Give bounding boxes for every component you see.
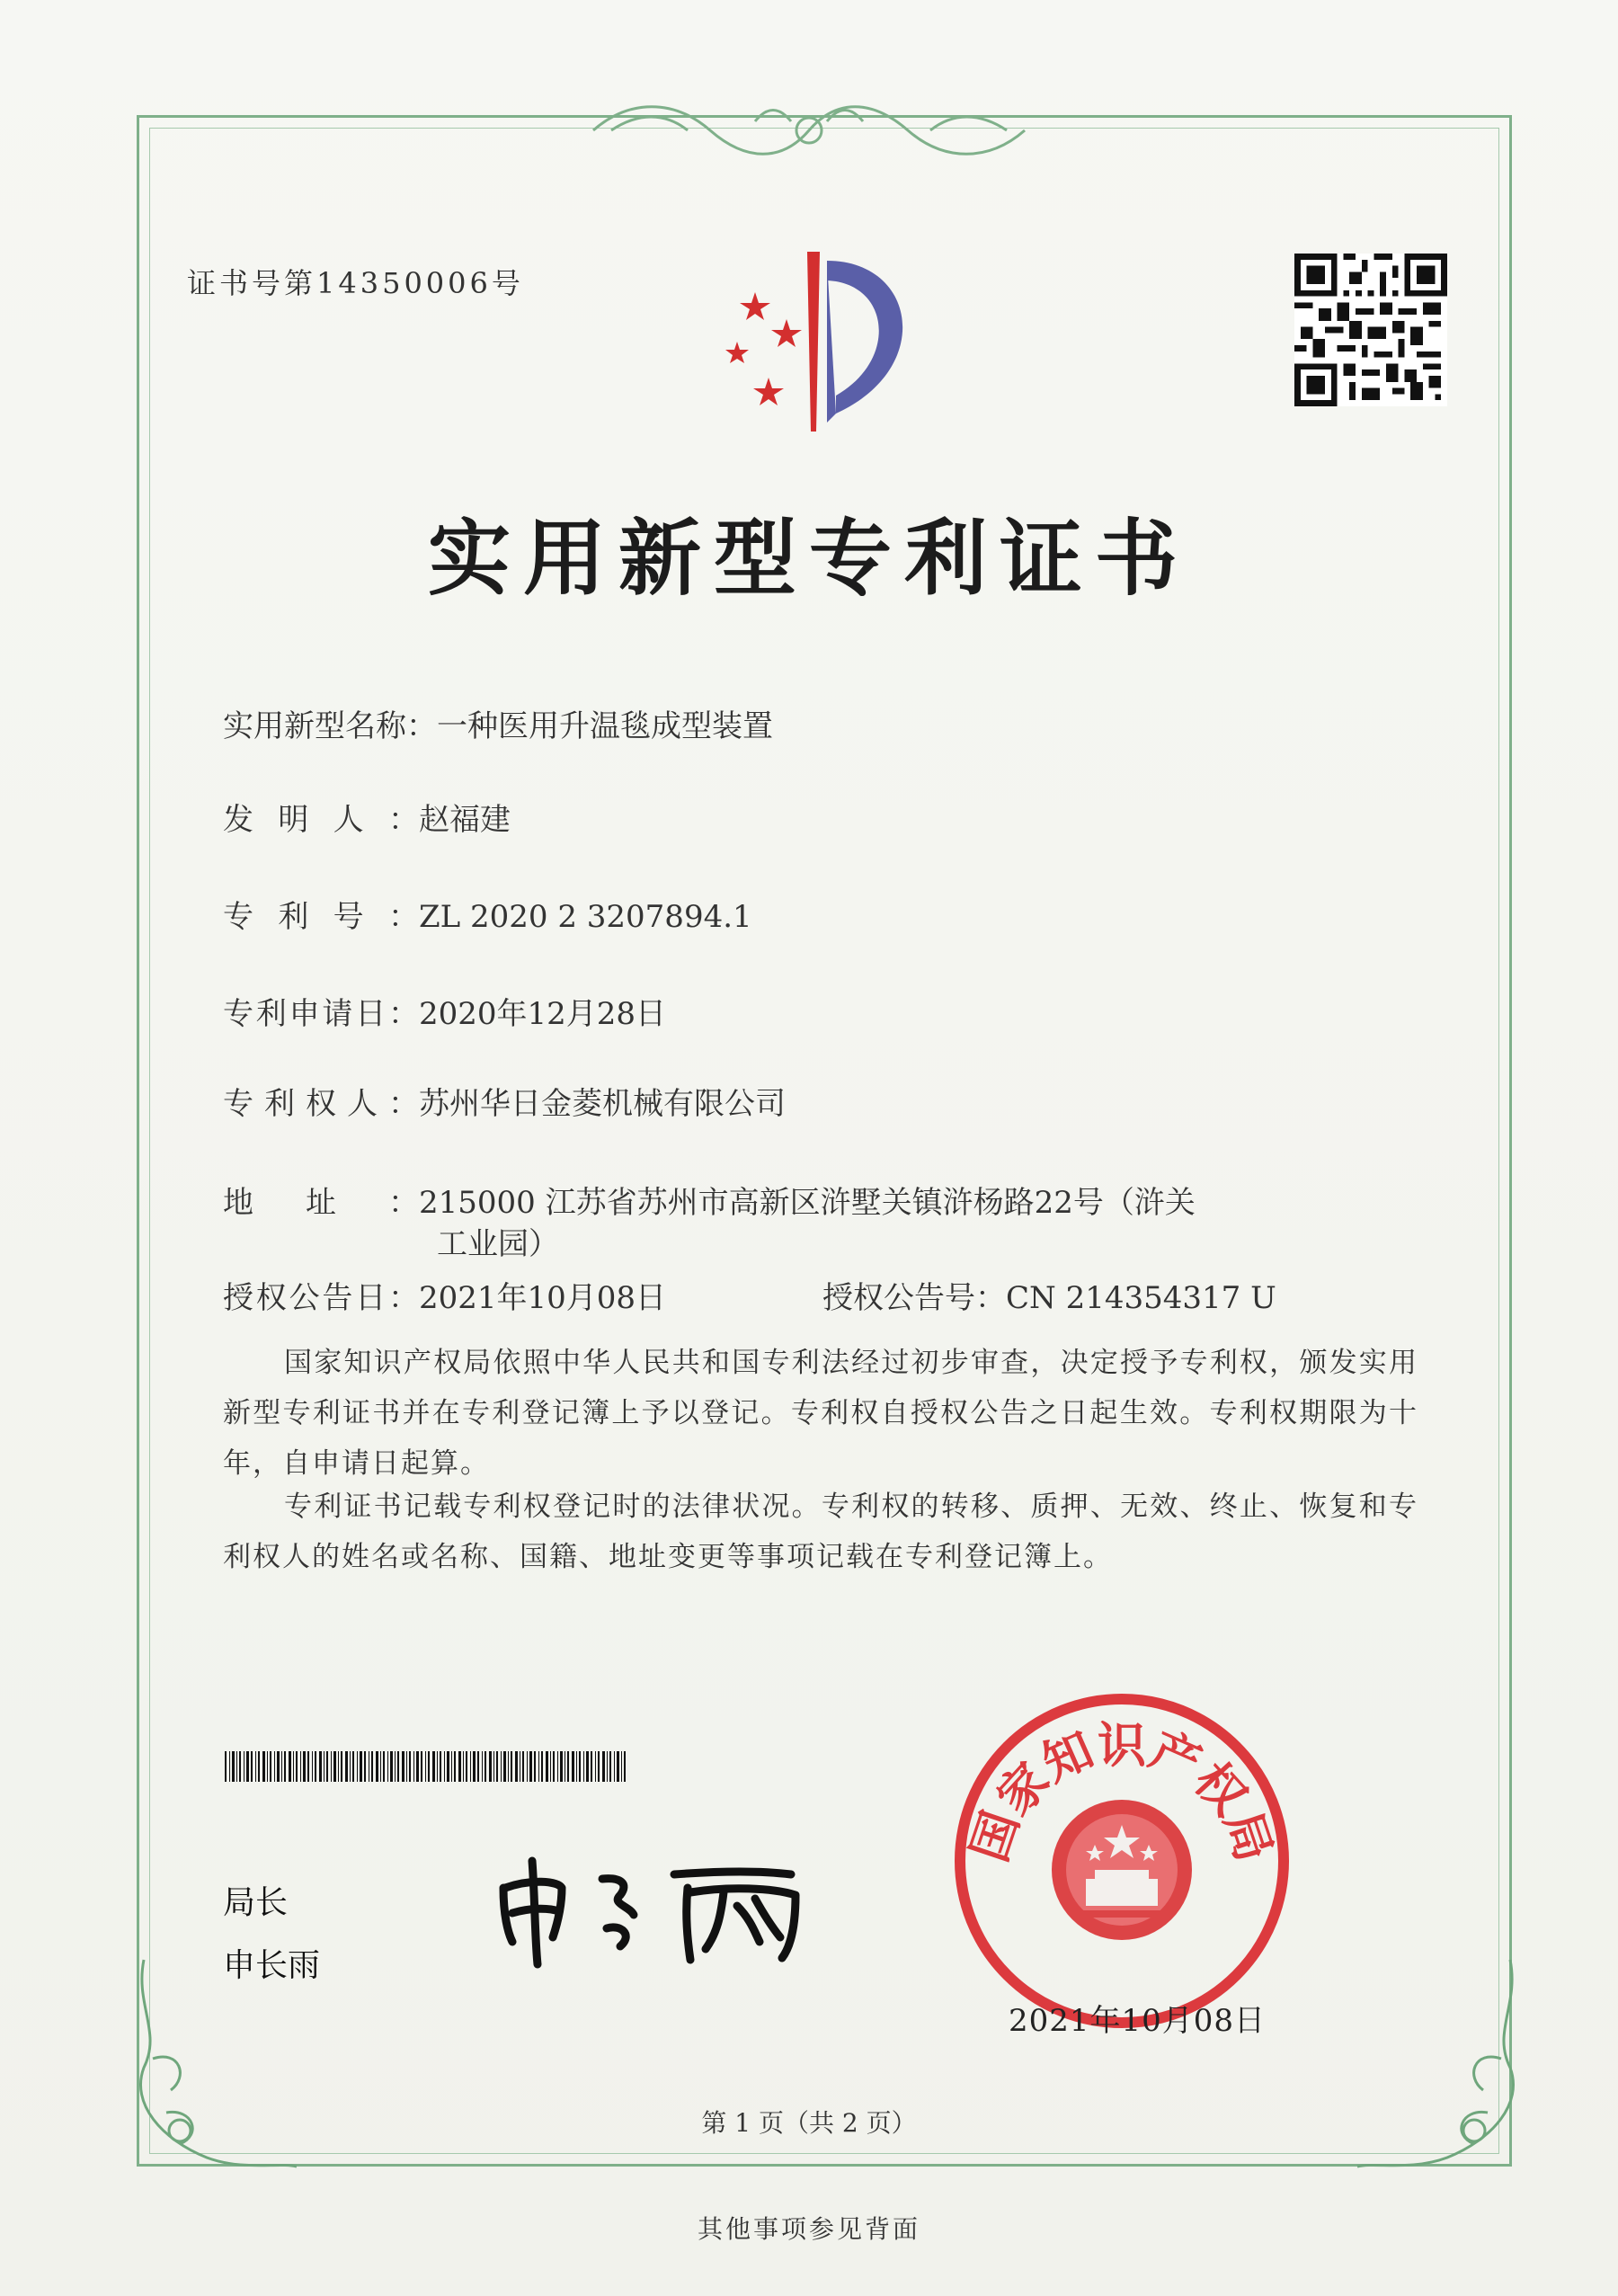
patentee-field	[223, 1079, 786, 1123]
filing-date-label: 专利申请日：	[223, 996, 419, 1032]
legal-paragraph-1: 国家知识产权局依照中华人民共和国专利法经过初步审查，决定授予专利权，颁发实用新型专利证书并在专利登记簿上予以登记。专利权自授权公告之日起生效。专利权期限为十年，自申请日起算。	[223, 1347, 1418, 1480]
grant-number-value: CN 214354317 U	[1006, 1280, 1276, 1316]
patentee-label: 专利权人：	[223, 1086, 419, 1122]
official-seal	[951, 1690, 1293, 2032]
cnipa-logo	[701, 243, 935, 441]
director-title: 局长	[223, 1884, 289, 1921]
grant-date-field	[223, 1273, 666, 1317]
seal-text: 国家知识产权局	[960, 1717, 1284, 1869]
utility-model-name-label: 实用新型名称：	[223, 708, 437, 744]
patentee-value: 苏州华日金菱机械有限公司	[419, 1086, 786, 1122]
certificate-number: 证书号第14350006号	[187, 266, 524, 300]
director-name: 申长雨	[223, 1947, 321, 1984]
bottom-right-ornament	[1348, 1951, 1528, 2176]
seal-date: 2021年10月08日	[1009, 2003, 1267, 2039]
director-signature	[485, 1852, 827, 1969]
top-ornament	[575, 94, 1043, 166]
grant-number-field	[822, 1273, 1276, 1317]
address-field	[223, 1178, 1196, 1222]
patent-number-label: 专利号：	[223, 899, 419, 935]
grant-number-label: 授权公告号：	[822, 1280, 1006, 1316]
grant-date-value: 2021年10月08日	[419, 1280, 667, 1316]
page-title: 实用新型专利证书	[427, 510, 1190, 607]
utility-model-name-value: 一种医用升温毯成型装置	[437, 708, 773, 744]
inventor-value: 赵福建	[419, 802, 511, 838]
qr-code	[1294, 254, 1447, 406]
filing-date-value: 2020年12月28日	[419, 996, 667, 1032]
inventor-label: 发明人：	[223, 802, 419, 838]
barcode	[225, 1751, 629, 1782]
legal-paragraph-2: 专利证书记载专利权登记时的法律状况。专利权的转移、质押、无效、终止、恢复和专利权人的姓名或名称、国籍、地址变更等事项记载在专利登记簿上。	[223, 1491, 1418, 1573]
inventor-field	[223, 795, 511, 839]
filing-date-field	[223, 989, 666, 1033]
address-label: 地址：	[223, 1185, 419, 1221]
grant-date-label: 授权公告日：	[223, 1280, 419, 1316]
patent-number-value: ZL 2020 2 3207894.1	[419, 899, 752, 935]
address-value-line2: 工业园）	[437, 1226, 559, 1262]
patent-number-field	[223, 892, 752, 936]
page-number: 第 1 页（共 2 页）	[701, 2108, 917, 2138]
address-value-line1: 215000 江苏省苏州市高新区浒墅关镇浒杨路22号（浒关	[419, 1185, 1196, 1221]
footer-note: 其他事项参见背面	[697, 2214, 920, 2244]
utility-model-name-field	[223, 701, 773, 745]
